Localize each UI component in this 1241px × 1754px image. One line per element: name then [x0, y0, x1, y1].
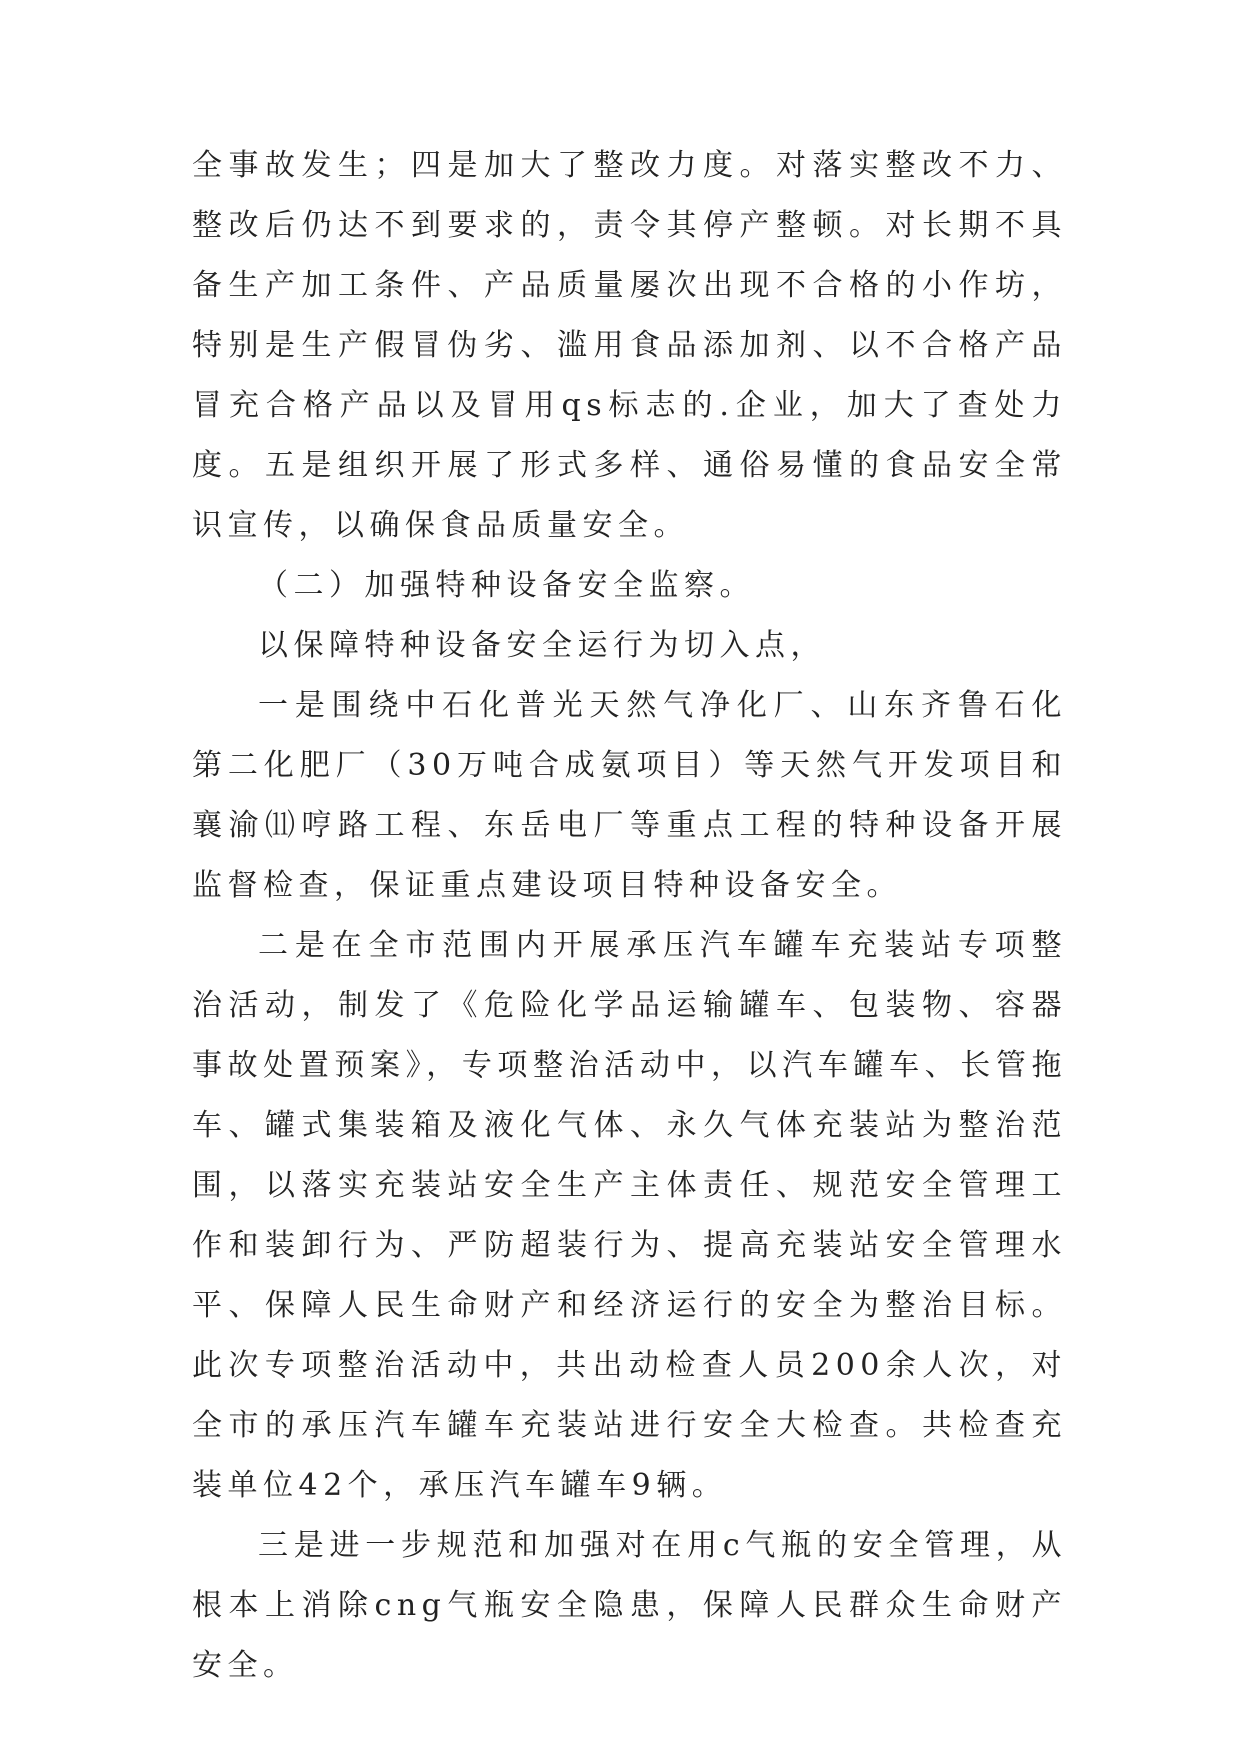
- paragraph-intro-special-equipment: 以保障特种设备安全运行为切入点，: [258, 628, 826, 663]
- paragraph-point-one: 一是围绕中石化普光天然气净化厂、山东齐鲁石化第二化肥厂（30万吨合成氨项目）等天然气开发项目和襄渝⑾哼路工程、东岳电厂等重点工程的特种设备开展监督检查，保证重点建设项目特种设备安全。: [192, 688, 1067, 903]
- paragraph-food-safety-continued: 全事故发生；四是加大了整改力度。对落实整改不力、整改后仍达不到要求的，责令其停产整顿。对长期不具备生产加工条件、产品质量屡次出现不合格的小作坊，特别是生产假冒伪劣、滥用食品添加剂、以不合格产品冒充合格产品以及冒用qs标志的.企业，加大了查处力度。五是组织开展了形式多样、通俗易懂的食品安全常识宣传，以确保食品质量安全。: [192, 148, 1067, 543]
- document-body: [192, 136, 1067, 1696]
- paragraph-point-three: 三是进一步规范和加强对在用c气瓶的安全管理，从根本上消除cng气瓶安全隐患，保障人民群众生命财产安全。: [192, 1528, 1067, 1683]
- section-heading-special-equipment: （二）加强特种设备安全监察。: [258, 568, 755, 603]
- paragraph-point-two: 二是在全市范围内开展承压汽车罐车充装站专项整治活动，制发了《危险化学品运输罐车、包装物、容器事故处置预案》，专项整治活动中，以汽车罐车、长管拖车、罐式集装箱及液化气体、永久气体充装站为整治范围，以落实充装站安全生产主体责任、规范安全管理工作和装卸行为、严防超装行为、提高充装站安全管理水平、保障人民生命财产和经济运行的安全为整治目标。此次专项整治活动中，共出动检查人员200余人次，对全市的承压汽车罐车充装站进行安全大检查。共检查充装单位42个，承压汽车罐车9辆。: [192, 928, 1067, 1503]
